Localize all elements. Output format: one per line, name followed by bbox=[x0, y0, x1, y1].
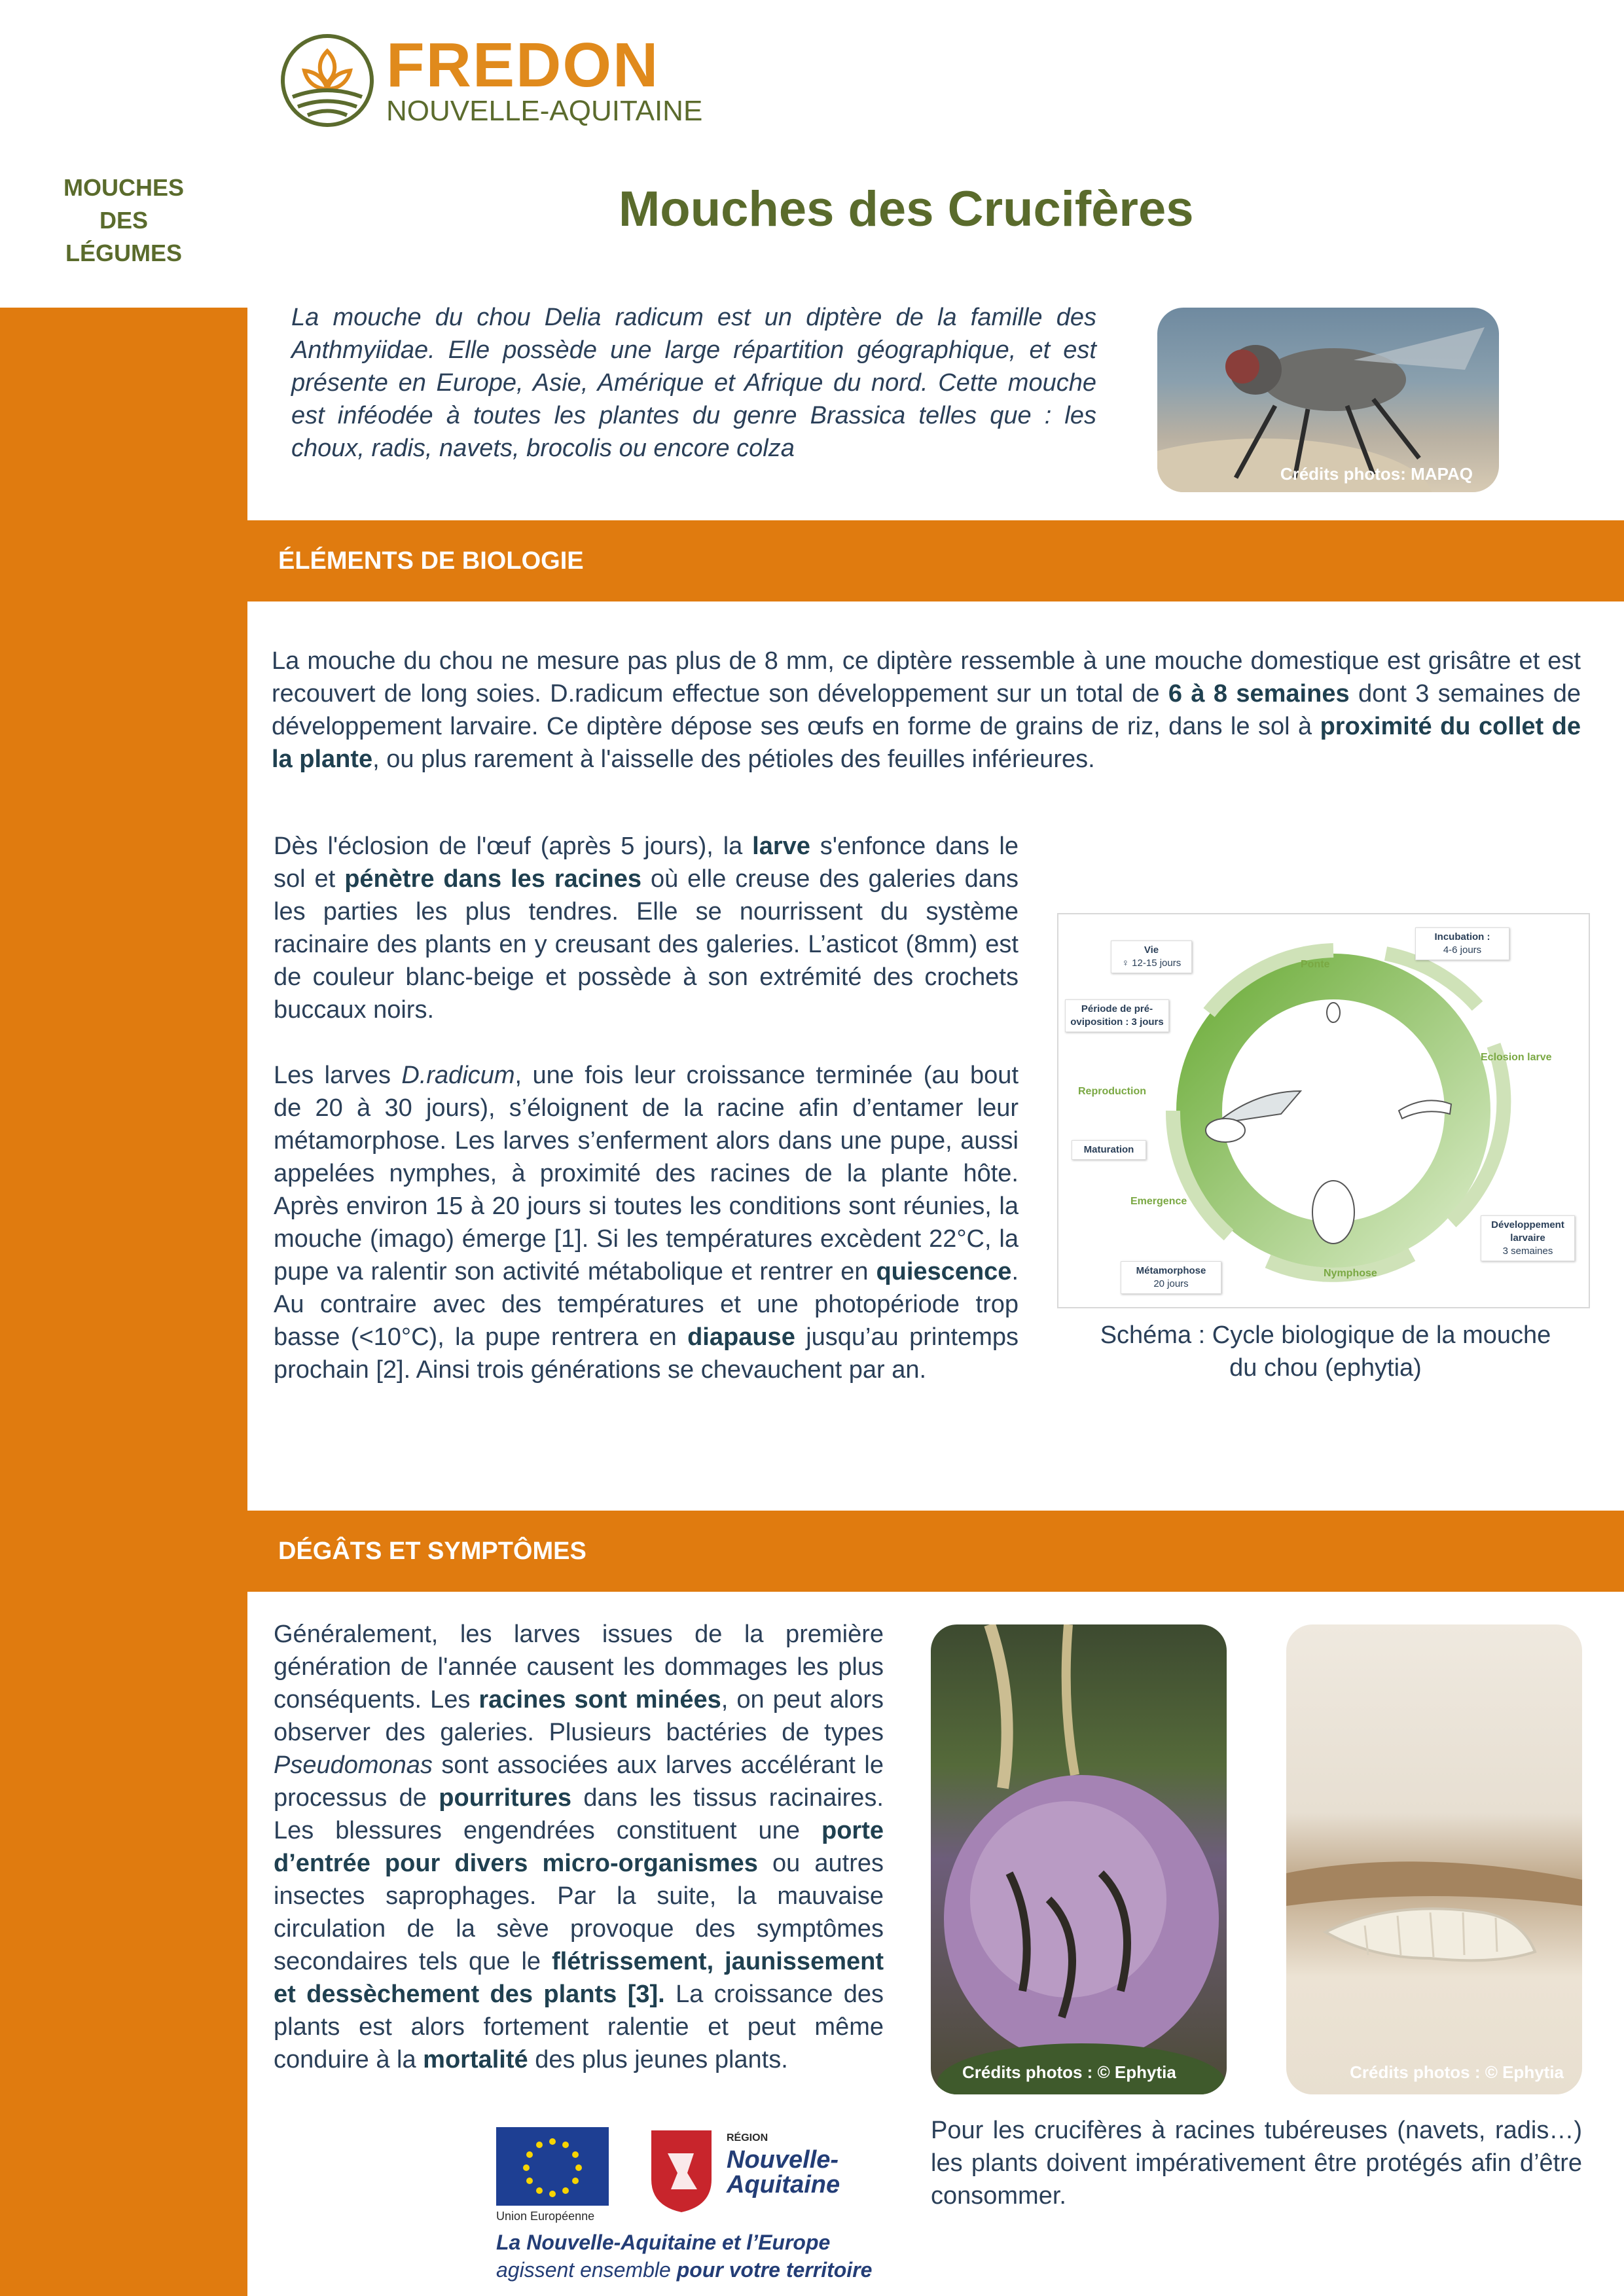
text-italic: Pseudomonas bbox=[274, 1751, 433, 1779]
cycle-label-emergence: Emergence bbox=[1130, 1196, 1187, 1207]
text-run: dont 3 semaines de développement larvaire. Ce diptère dépose ses œufs en forme de grains de riz, dans le sol à bbox=[272, 680, 1581, 740]
rubric bbox=[0, 171, 247, 270]
intro-text: La mouche du chou Delia radicum est un diptère de la famille des Anthmyiidae. Elle possède une large répartition géographique, et est présente en Europe, Asie, Amérique et Afrique du nord. Cette mouche est inféodée à toutes les plantes du genre Brassica telles que : les choux, radis, navets, brocolis ou encore colza bbox=[291, 304, 1096, 462]
damage-paragraph bbox=[274, 1618, 884, 2076]
text-run: où elle creuse des galeries dans les parties les plus tendres. Elle se nourrissent du système racinaire des plants en y creusant des galeries. L’asticot (8mm) est de couleur blanc-beige et possède à son extrémité des crochets buccaux noirs. bbox=[274, 865, 1019, 1024]
larva-illustration-icon bbox=[1286, 1624, 1582, 2094]
text-run: , une fois leur croissance terminée (au bout de 20 à 30 jours), s’éloignent de la racine afin d’entamer leur métamorphose. Les larves s’enferment alors dans une pupe, aussi appelées nymphes, à proximité des racines de la plante hôte. Après environ 15 à 20 jours si toutes les conditions sont réunies, la mouche (imago) émerge [1]. Si les températures excèdent 22°C, la pupe va ralentir son activité métabolique et rentrer en bbox=[274, 1062, 1019, 1285]
cycle-label-reproduction: Reproduction bbox=[1078, 1086, 1146, 1097]
damage-caption: Pour les crucifères à racines tubéreuses (navets, radis…) les plants doivent impérativement être protégés afin d’être consommer. bbox=[931, 2117, 1582, 2210]
rubric-line: LÉGUMES bbox=[65, 240, 182, 266]
fly-photo bbox=[1157, 308, 1499, 492]
text-run: La mouche du chou ne mesure pas plus de 8 mm, ce diptère ressemble à une mouche domestique est grisâtre et est recouvert de long soies. D.radicum effectue son développement sur un total de bbox=[272, 647, 1581, 708]
cycle-label-nymphose: Nymphose bbox=[1324, 1268, 1377, 1279]
text-run: Généralement, les larves issues de la première génération de l'année causent les dommages les plus conséquents. Les bbox=[274, 1621, 884, 1713]
text-bold: 6 à 8 semaines bbox=[1168, 680, 1350, 708]
stage-vie bbox=[1111, 941, 1192, 973]
eu-stars-icon bbox=[496, 2127, 609, 2206]
section-heading-damage: DÉGÂTS ET SYMPTÔMES bbox=[278, 1537, 586, 1565]
rubric-line: MOUCHES bbox=[63, 174, 184, 201]
stage-maturation: Maturation bbox=[1072, 1140, 1146, 1160]
region-small-label: RÉGION bbox=[727, 2132, 768, 2144]
stage-sub: ♀ 12-15 jours bbox=[1121, 958, 1182, 969]
stage-metamorphose bbox=[1121, 1261, 1221, 1294]
text-bold: porte d’entrée pour divers micro-organismes bbox=[274, 1817, 884, 1877]
fredon-leaf-logo-icon bbox=[278, 31, 376, 130]
stage-incubation bbox=[1415, 927, 1509, 960]
biology-paragraph-1 bbox=[272, 645, 1581, 776]
stage-sub: 3 semaines bbox=[1502, 1246, 1553, 1257]
text-italic: D.radicum bbox=[401, 1062, 515, 1089]
photo-credit: Crédits photos : © Ephytia bbox=[1350, 2062, 1564, 2082]
biology-paragraph-2 bbox=[274, 830, 1019, 1026]
slogan-line2 bbox=[496, 2258, 872, 2282]
stage-label: Vie bbox=[1144, 944, 1159, 956]
text-run: s'enfonce dans le sol et bbox=[274, 833, 1019, 893]
slogan-line1: La Nouvelle-Aquitaine et l’Europe bbox=[496, 2231, 831, 2254]
turnip-damage-illustration-icon bbox=[931, 1624, 1227, 2094]
stage-preoviposition: Période de pré-oviposition : 3 jours bbox=[1065, 999, 1169, 1032]
eu-label: Union Européenne bbox=[496, 2210, 595, 2223]
sidebar-band bbox=[0, 0, 247, 2296]
photo-credit: Crédits photos: MAPAQ bbox=[1280, 464, 1473, 484]
slogan-part-bold: pour votre territoire bbox=[676, 2258, 873, 2282]
region-shield-icon bbox=[648, 2127, 715, 2215]
text-run: Les larves bbox=[274, 1062, 402, 1089]
rubric-line: DES bbox=[99, 207, 149, 234]
cycle-label-eclosion: Eclosion larve bbox=[1481, 1052, 1552, 1063]
stage-label: Incubation : bbox=[1434, 931, 1490, 942]
text-run: jusqu’au printemps prochain [2]. Ainsi trois générations se chevauchent par an. bbox=[274, 1323, 1019, 1384]
stage-developpement bbox=[1481, 1215, 1575, 1261]
eu-flag bbox=[496, 2127, 609, 2206]
text-bold: quiescence bbox=[876, 1258, 1012, 1285]
text-run: , ou plus rarement à l'aisselle des pétioles des feuilles inférieures. bbox=[372, 745, 1095, 773]
cycle-caption: Schéma : Cycle biologique de la mouche du chou (ephytia) bbox=[1100, 1321, 1551, 1382]
text-bold: larve bbox=[752, 833, 810, 860]
stage-sub: 20 jours bbox=[1153, 1278, 1189, 1289]
text-run: , on peut alors observer des galeries. Plusieurs bactéries de types bbox=[274, 1686, 884, 1746]
turnip-photo bbox=[931, 1624, 1227, 2094]
text-run: sont associées aux larves accélérant le processus de bbox=[274, 1751, 884, 1812]
slogan-part: agissent ensemble bbox=[496, 2258, 677, 2282]
brand-name: FREDON bbox=[386, 30, 660, 100]
stage-sub: 4-6 jours bbox=[1443, 944, 1482, 956]
text-run: ou autres insectes saprophages. Par la suite, la mauvaise circulation de la sève provoque des symptômes secondaires tels que le bbox=[274, 1850, 884, 1975]
text-bold: flétrissement, jaunissement et dessèchement des plants [3]. bbox=[274, 1948, 884, 2008]
biology-paragraph-3 bbox=[274, 1059, 1019, 1386]
text-bold: pourritures bbox=[439, 1784, 571, 1812]
life-cycle-diagram bbox=[1057, 913, 1590, 1308]
photo-credit: Crédits photos : © Ephytia bbox=[962, 2062, 1176, 2082]
text-run: Dès l'éclosion de l'œuf (après 5 jours), la bbox=[274, 833, 753, 860]
text-run: La croissance des plants est alors fortement ralentie et peut même conduire à la bbox=[274, 1981, 884, 2073]
stage-label: Développement larvaire bbox=[1491, 1219, 1564, 1244]
text-bold: mortalité bbox=[423, 2046, 528, 2073]
brand-subtitle: NOUVELLE-AQUITAINE bbox=[386, 95, 703, 127]
section-heading-biology: ÉLÉMENTS DE BIOLOGIE bbox=[278, 547, 584, 575]
larva-photo bbox=[1286, 1624, 1582, 2094]
text-run: des plus jeunes plants. bbox=[528, 2046, 788, 2073]
text-run: . Au contraire avec des températures et une photopériode trop basse (<10°C), la pupe rentrera en bbox=[274, 1258, 1019, 1351]
text-bold: pénètre dans les racines bbox=[344, 865, 641, 893]
text-bold: racines sont minées bbox=[478, 1686, 721, 1713]
stage-label: Métamorphose bbox=[1136, 1265, 1206, 1276]
page-title: Mouches des Crucifères bbox=[619, 181, 1194, 237]
region-name-line1: Nouvelle- bbox=[727, 2146, 839, 2174]
text-bold: diapause bbox=[687, 1323, 795, 1351]
text-run: dans les tissus racinaires. Les blessures engendrées constituent une bbox=[274, 1784, 884, 1844]
region-name-line2: Aquitaine bbox=[727, 2171, 840, 2198]
text-bold: proximité du collet de la plante bbox=[272, 713, 1581, 773]
cycle-label-ponte: Ponte bbox=[1301, 959, 1330, 970]
